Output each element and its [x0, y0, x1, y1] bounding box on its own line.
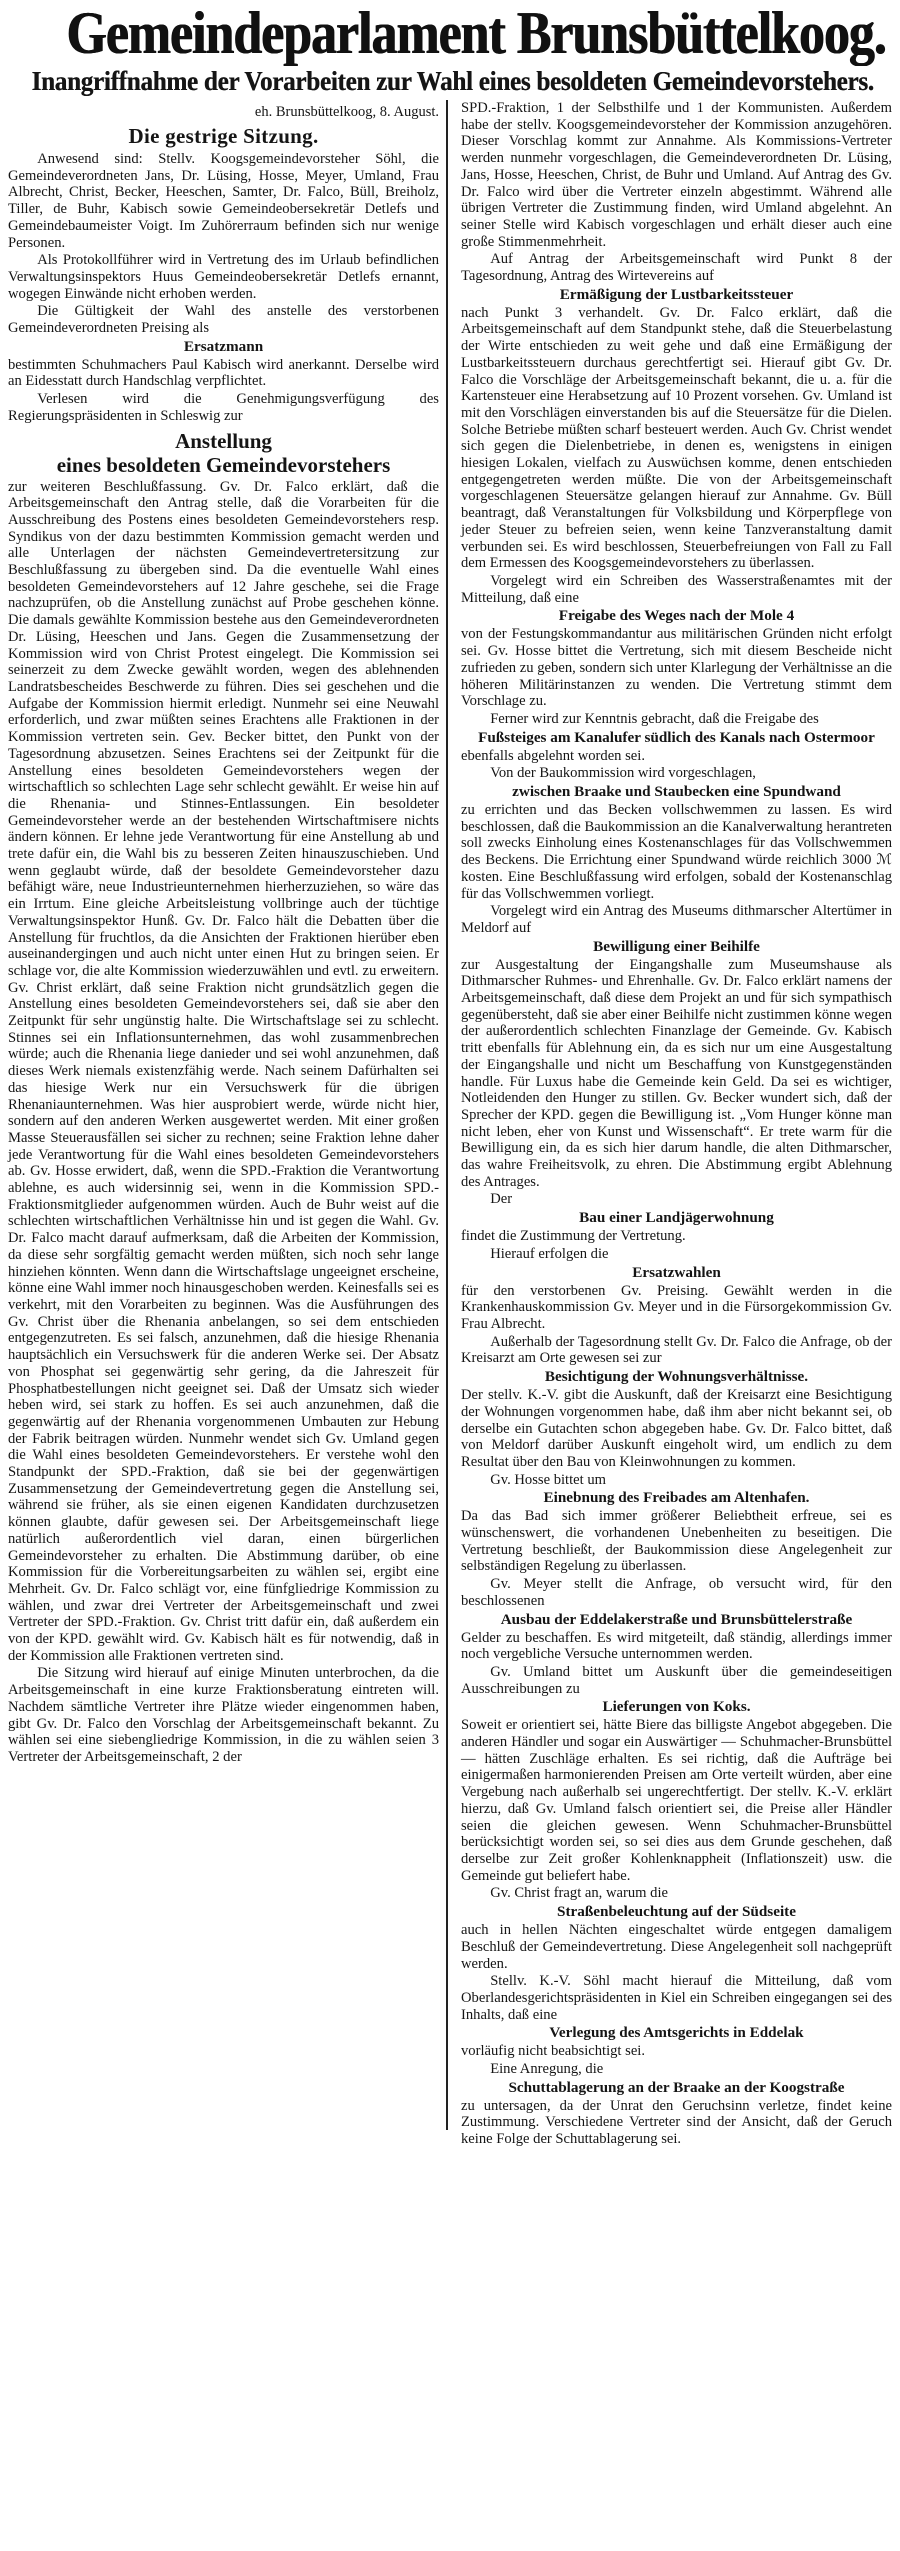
paragraph: nach Punkt 3 verhandelt. Gv. Dr. Falco erklärt, daß die Arbeitsgemeinschaft auf dem Standpunkt stehe, daß die Steuerbelastung der Wirte entschieden zu weit gehe und daß eine Ermäßigung der Lustbarkeitssteuern durchaus gerechtfertigt sei. Hierauf gibt Gv. Dr. Falco die Vorschläge der Arbeitsgemeinschaft bekannt, die u. a. für die Kartensteuer eine Herabsetzung auf 10 Prozent vorsehen. Gv. Umland ist mit den Vorschlägen einverstanden bis auf die Steuersätze für die Dielen. Solche Betriebe müßten scharf besteuert werden. Auch Gv. Christ wendet sich gegen die Dielenbetriebe, in denen es, wenigstens in einigen hiesigen Lokalen, vielfach zu Auswüchsen komme, denen entschieden entgegengetreten werden müßte. Die von der Arbeitsgemeinschaft vorgeschlagenen Steuersätze gelangen hierauf zur Annahme. Gv. Büll beantragt, daß Veranstaltungen für Volksbildung und Körperpflege von jeder Steuer zu befreien seien, wenn keine Tanzveranstaltung damit verbunden sei. Es wird beschlossen, Steuerbefreiungen von Fall zu Fall dem Ermessen des Koogsgemeindevorstehers zu überlassen. [461, 304, 892, 572]
paragraph: Hierauf erfolgen die [490, 1245, 609, 1262]
section-heading: Lieferungen von Koks. [602, 1698, 751, 1716]
section-heading: Fußsteiges am Kanalufer südlich des Kanals nach Ostermoor [478, 728, 875, 746]
paragraph: Eine Anregung, die [490, 2061, 604, 2078]
paragraph: bestimmten Schuhmachers Paul Kabisch wird anerkannt. Derselbe wird an Eidesstatt durch Handschlag verpflichtet. [8, 356, 439, 390]
paragraph: Anwesend sind: Stellv. Koogsgemeindevorsteher Söhl, die Gemeindeverordneten Jans, Dr. Lüsing, Hosse, Meyer, Umland, Frau Albrecht, Christ, Becker, Heeschen, Samter, Dr. Falco, Büll, Breiholz, Tiller, de Buhr, Kabisch sowie Gemeindeobersekretär Detlefs und Gemeindebaumeister Voigt. Im Zuhörerraum befinden sich nur wenige Personen. [8, 151, 439, 251]
section-heading: Verlegung des Amtsgerichts in Eddelak [549, 2024, 804, 2042]
paragraph: zu errichten und das Becken vollschwemmen zu lassen. Es wird beschlossen, daß die Baukommission an die Kanalverwaltung herantreten soll zwecks Einholung eines Kostenanschlages für das Vollschwemmen des Beckens. Die Errichtung einer Spundwand würde reichlich 3000 ℳ kosten. Eine Beschlußfassung wird erfolgen, sobald der Kostenanschlag für das Vollschwemmen vorliegt. [461, 802, 892, 902]
paragraph: findet die Zustimmung der Vertretung. [461, 1228, 686, 1245]
column-divider [446, 100, 448, 2130]
section-heading: Anstellung [175, 428, 272, 453]
section-heading: Die gestrige Sitzung. [128, 124, 319, 148]
paragraph: ebenfalls abgelehnt worden sei. [461, 747, 645, 764]
article-title: Gemeindeparlament Brunsbüttelkoog. [66, 0, 887, 66]
section-heading: Ersatzwahlen [632, 1263, 721, 1281]
paragraph: Der stellv. K.-V. gibt die Auskunft, daß der Kreisarzt eine Besichtigung der Wohnungen vorgenommen habe, daß ihm aber nicht bekannt sei, ob derselbe ein Gutachten schon abgegeben habe. Gv. Dr. Falco bittet, daß von Meldorf darüber Auskunft eingeholt wird, um endlich zu dem Resultat über den Bau von Kleinwohnungen zu kommen. [461, 1387, 892, 1470]
paragraph: Gv. Christ fragt an, warum die [490, 1885, 668, 1902]
section-heading: Ermäßigung der Lustbarkeitssteuer [559, 285, 794, 303]
dateline: eh. Brunsbüttelkoog, 8. August. [254, 104, 439, 120]
paragraph: zur Ausgestaltung der Eingangshalle zum Museumshause als Dithmarscher Ruhmes- und Ehrenhalle. Gv. Dr. Falco erklärt namens der Arbeitsgemeinschaft, daß diese dem Projekt an und für sich sympathisch gegenübersteht, daß sie aber einer Beihilfe nicht zustimmen könne wegen der außerordentlich schlechten Finanzlage der Gemeinde. Gv. Kabisch tritt ebenfalls für Ablehnung ein, da es sich nur um eine Ausgestaltung der Eingangshalle und nicht um Beschaffung von Kunstgegenständen handle. Für Luxus habe die Gemeinde kein Geld. Da sei es wichtiger, Notleidenden den Hunger zu stillen. Gv. Becker wundert sich, daß der Sprecher der KPD. gegen die Bewilligung ist. „Vom Hunger könne man nicht leben, eher von Kunst und Wissenschaft“. Er trete warm für die Bewilligung ein, da es sich hier darum handle, die alten Dithmarscher, das wahre Freiheitsvolk, zu ehren. Die Abstimmung ergibt Ablehnung des Antrages. [461, 956, 892, 1190]
paragraph: Die Gültigkeit der Wahl des anstelle des verstorbenen Gemeindeverordneten Preising als [8, 303, 439, 337]
paragraph: Verlesen wird die Genehmigungsverfügung des Regierungspräsidenten in Schleswig zur [8, 391, 439, 424]
paragraph: zu untersagen, da der Unrat den Geruchsinn verletze, findet keine Zustimmung. Verschiedene Vertreter sind der Ansicht, daß der Geruch keine Folge der Schuttablagerung sei. [461, 2097, 892, 2148]
section-heading: Straßenbeleuchtung auf der Südseite [557, 1903, 796, 1921]
paragraph: Von der Baukommission wird vorgeschlagen, [490, 765, 756, 782]
paragraph: Als Protokollführer wird in Vertretung des im Urlaub befindlichen Verwaltungsinspektors Huus Gemeindeobersekretär Detlefs ernannt, wogegen Einwände nicht erhoben werden. [8, 252, 439, 302]
paragraph: Gelder zu beschaffen. Es wird mitgeteilt, daß ständig, allerdings immer noch vergebliche Versuche unternommen werden. [461, 1629, 892, 1663]
section-heading: Schuttablagerung an der Braake an der Koogstraße [508, 2078, 845, 2096]
article-body [0, 100, 900, 2148]
section-heading: Freigabe des Weges nach der Mole 4 [558, 607, 795, 625]
column-left [0, 100, 449, 2148]
section-heading: Ausbau der Eddelakerstraße und Brunsbüttelerstraße [500, 1610, 853, 1628]
masthead [0, 0, 900, 96]
paragraph: zur weiteren Beschlußfassung. Gv. Dr. Falco erklärt, daß die Arbeitsgemeinschaft den Antrag stelle, daß die Vorarbeiten für die Ausschreibung des Postens eines besoldeten Gemeindevorstehers resp. Syndikus von der dazu bestimmten Kommission gemacht werden und alle Unterlagen der nächsten Gemeindevertretersitzung zur Beschlußfassung zu übergeben sind. Da die eventuelle Wahl eines besoldeten Gemeindevorstehers auf 12 Jahre geschehe, sei die Frage nachzuprüfen, ob die Anstellung zunächst auf Probe geschehen könne. Die damals gewählte Kommission bestehe aus den Gemeindeverordneten Dr. Lüsing, Heeschen und Jans. Gegen die Zusammensetzung der Kommission wird von Christ Protest eingelegt. Die Kommission sei seinerzeit zu dem Zwecke gewählt worden, wegen des ablehnenden Landratsbescheides Beschwerde zu führen. Dies sei geschehen und die Aufgabe der Kommission hiermit erledigt. Nunmehr sei eine Neuwahl erforderlich, und zwar müßten seines Erachtens alle Fraktionen in der Kommission vertreten sein. Gev. Becker bittet, den Punkt von der Tagesordnung abzusetzen. Seines Erachtens sei der Zeitpunkt für die Anstellung eines besoldeten Gemeindevorstehers wegen der wirtschaftlich so schlechten Lage sehr schlecht gewählt. Er weise hin auf die Rhenania- und Stinnes-Entlassungen. Ein besoldeter Gemeindevorsteher werde an der bestehenden Wirtschaftmisere nichts ändern können. Er lehne jede Verantwortung für eine Anstellung ab und trete dafür ein, die Wahl bis zu besseren Zeiten hinauszuschieben. Und wenn geglaubt würde, daß der besoldete Gemeindevorsteher dazu befähigt wäre, neue Industrieunternehmen hierherzuziehen, so wäre das ein Irrtum. Eine gleiche Arbeitsleistung vollbringe auch der tüchtige Verwaltungsinspektor Hunß. Gv. Dr. Falco hält die Debatten über die Anstellung für fruchtlos, da die Ansichten der Fraktionen hierüber eben auseinandergingen und auch nicht unter einen Hut zu bringen seien. Er schlage vor, die alte Kommission wiederzuwählen und evtl. zu erweitern. Gv. Christ erklärt, daß seine Fraktion nicht grundsätzlich gegen die Anstellung eines besoldeten Gemeindevorstehers sei, daß sie aber den Zeitpunkt für sehr ungünstig halte. Die Wirtschaftslage sei zu schlecht. Stinnes sei ein Inflationsunternehmen, das wohl zusammenbrechen würde; auch die Rhenania liege danieder und sei wohl anzunehmen, daß dieses Werk niemals existenzfähig werde. Nach seinem Dafürhalten sei das hiesige Werk nur ein Versuchswerk für die übrigen Rhenaniaunternehmen. Was hier ausprobiert werde, würde nicht hier, sondern auf den anderen Werken ausgewertet werden. Mit einer großen Masse Steuerausfällen sei sicher zu rechnen; seine Fraktion lehne daher jede Verantwortung für die Wahl eines besoldeten Gemeindevorstehers ab. Gv. Hosse erwidert, daß, wenn die SPD.-Fraktion die Verantwortung ablehne, es auch widersinnig sei, wenn in die Kommission SPD.-Fraktionsmitglieder aufgenommen würden. Auch de Buhr weist auf die schlechten wirtschaftlichen Verhältnisse hin und ist gegen die Wahl. Gv. Dr. Falco macht darauf aufmerksam, daß die Arbeiten der Kommission, da diese sehr sorgfältig gemacht werden müßten, sich noch sehr lange hinziehen könnten. Wenn dann die Wirtschaftslage ungeeignet erscheine, könne eine Wahl immer noch hinausgeschoben werden. Keinesfalls sei es verkehrt, mit den Vorarbeiten zu beginnen. Was die Ausführungen des Gv. Christ über die Rhenania anbelangen, so sei dem entschieden entgegenzutreten. Es sei falsch, anzunehmen, daß die hiesige Rhenania hauptsächlich ein Versuchswerk für die anderen Werke sei. Der Absatz von Phosphat sei gegenwärtig sehr gering, da die Jahreszeit für Phosphatbestellungen nicht geeignet sei. Daß der Umsatz sich wieder heben wird, sei stark zu hoffen. Es sei auch anzunehmen, daß die gegenwärtig auf der Rhenania vorgenommenen Umbauten zur Hebung der Fabrik beitragen würden. Nunmehr wendet sich Gv. Umland gegen die Wahl eines besoldeten Gemeindevorstehers. Er verstehe wohl den Standpunkt der SPD.-Fraktion, daß sie bei der gegenwärtigen Zusammensetzung der Gemeindevertretung gegen die Anstellung sei, während sie früher, als sie einen eigenen Kandidaten durchzusetzen können glaubte, dafür gewesen sei. Der Arbeitsgemeinschaft liege natürlich außerordentlich viel daran, einen bürgerlichen Gemeindevorsteher zu erhalten. Die Abstimmung darüber, ob eine Kommission für die Vorbereitungsarbeiten zu wählen sei, ergibt eine Mehrheit. Gv. Dr. Falco schlägt vor, eine fünfgliedrige Kommission zu wählen, und zwar drei Vertreter der Arbeitsgemeinschaft und zwei Vertreter der SPD.-Fraktion. Gv. Christ tritt dafür ein, daß außerdem ein von der KPD. gewählt wird. Gv. Kabisch hält es für notwendig, daß in der Kommission alle Fraktionen vertreten sind. [8, 478, 439, 1664]
section-heading: Ersatzmann [183, 337, 264, 355]
column-right [449, 100, 900, 2148]
paragraph: Gv. Umland bittet um Auskunft über die gemeindeseitigen Ausschreibungen zu [461, 1663, 892, 1697]
paragraph: Außerhalb der Tagesordnung stellt Gv. Dr. Falco die Anfrage, ob der Kreisarzt am Orte gewesen sei zur [461, 1333, 892, 1367]
paragraph: von der Festungskommandantur aus militärischen Gründen nicht erfolgt sei. Gv. Hosse bittet die Vertretung, sich mit diesem Bescheide nicht zufrieden zu geben, sondern sich unter Klarlegung der Verhältnisse an die höheren Militärinstanzen zu wenden. Die Vertretung stimmt dem Vorschlage zu. [461, 626, 892, 710]
paragraph: SPD.-Fraktion, 1 der Selbsthilfe und 1 der Kommunisten. Außerdem habe der stellv. Koogsgemeindevorsteher der Kommission anzugehören. Dieser Vorschlag kommt zur Annahme. Als Kommissions-Vertreter werden nunmehr vorgeschlagen, die Gemeindeverordneten Dr. Lüsing, Jans, Hosse, Heeschen, Christ, de Buhr und Umland. Auf Antrag des Gv. Dr. Falco wird über die Vertreter einzeln abgestimmt. Während alle übrigen Vertreter die Zustimmung finden, wird Umland abgelehnt. An seiner Stelle wird Kabisch vorgeschlagen und erhält dieser auch eine große Stimmenmehrheit. [461, 100, 892, 250]
section-heading: Besichtigung der Wohnungsverhältnisse. [544, 1368, 809, 1386]
section-heading: zwischen Braake und Staubecken eine Spundwand [512, 783, 841, 801]
section-heading: Bewilligung einer Beihilfe [593, 937, 760, 955]
paragraph: Gv. Meyer stellt die Anfrage, ob versucht wird, für den beschlossenen [461, 1576, 892, 1609]
paragraph: Stellv. K.-V. Söhl macht hierauf die Mitteilung, daß vom Oberlandesgerichtspräsidenten in Kiel ein Schreiben eingegangen sei des Inhalts, daß eine [461, 1973, 892, 2023]
paragraph: Auf Antrag der Arbeitsgemeinschaft wird Punkt 8 der Tagesordnung, Antrag des Wirtevereins auf [461, 251, 892, 285]
paragraph: Da das Bad sich immer größerer Beliebtheit erfreue, sei es wünschenswert, die vorhandenen Unebenheiten zu beseitigen. Die Vertretung beschließt, der Baukommission diese Angelegenheit zur selbständigen Regelung zu überlassen. [461, 1508, 892, 1575]
paragraph: Ferner wird zur Kenntnis gebracht, daß die Freigabe des [490, 710, 819, 727]
article-subtitle: Inangriffnahme der Vorarbeiten zur Wahl eines besoldeten Gemeindevorstehers. [31, 66, 874, 96]
paragraph: Gv. Hosse bittet um [490, 1471, 606, 1488]
section-heading: Bau einer Landjägerwohnung [579, 1209, 774, 1227]
paragraph: Die Sitzung wird hierauf auf einige Minuten unterbrochen, da die Arbeitsgemeinschaft in eine kurze Fraktionsberatung eintreten will. Nachdem sämtliche Vertreter ihre Plätze wieder eingenommen haben, gibt Gv. Dr. Falco den Vorschlag der Arbeitsgemeinschaft bekannt. Zu wählen sei eine siebengliedrige Kommission, in die zu wählen seien 3 Vertreter der Arbeitsgemeinschaft, 2 der [8, 1665, 439, 1765]
paragraph: Vorgelegt wird ein Antrag des Museums dithmarscher Altertümer in Meldorf auf [461, 903, 892, 936]
paragraph: Vorgelegt wird ein Schreiben des Wasserstraßenamtes mit der Mitteilung, daß eine [461, 572, 892, 606]
paragraph: auch in hellen Nächten eingeschaltet würde entgegen damaligem Beschluß der Gemeindevertretung. Diese Angelegenheit soll nachgeprüft werden. [461, 1922, 892, 1972]
section-heading: eines besoldeten Gemeindevorstehers [56, 452, 391, 477]
paragraph: Der [490, 1191, 513, 1208]
paragraph: für den verstorbenen Gv. Preising. Gewählt werden in die Krankenhauskommission Gv. Meyer und in die Fürsorgekommission Gv. Frau Albrecht. [461, 1282, 892, 1332]
paragraph: Soweit er orientiert sei, hätte Biere das billigste Angebot abgegeben. Die anderen Händler und sogar ein Auswärtiger — Schuhmacher-Brunsbüttel — hätten Zuschläge erhalten. Es sei richtig, daß die Aufträge bei einigermaßen harmonierenden Preisen am Orte verteilt würden, aber eine Vergebung nach außerhalb sei ungerechtfertigt. Der stellv. K.-V. erklärt hierzu, daß Gv. Umland falsch orientiert sei, die Preise aller Händler seien die gleichen gewesen. Wenn Schuhmacher-Brunsbüttel berücksichtigt worden sei, so sei dies aus dem Grunde geschehen, daß derselbe zur Zeit großer Kohlenknappheit (Inflationszeit) usw. die Gemeinde gut beliefert habe. [461, 1717, 892, 1884]
paragraph: vorläufig nicht beabsichtigt sei. [461, 2043, 645, 2060]
section-heading: Einebnung des Freibades am Altenhafen. [543, 1489, 810, 1507]
